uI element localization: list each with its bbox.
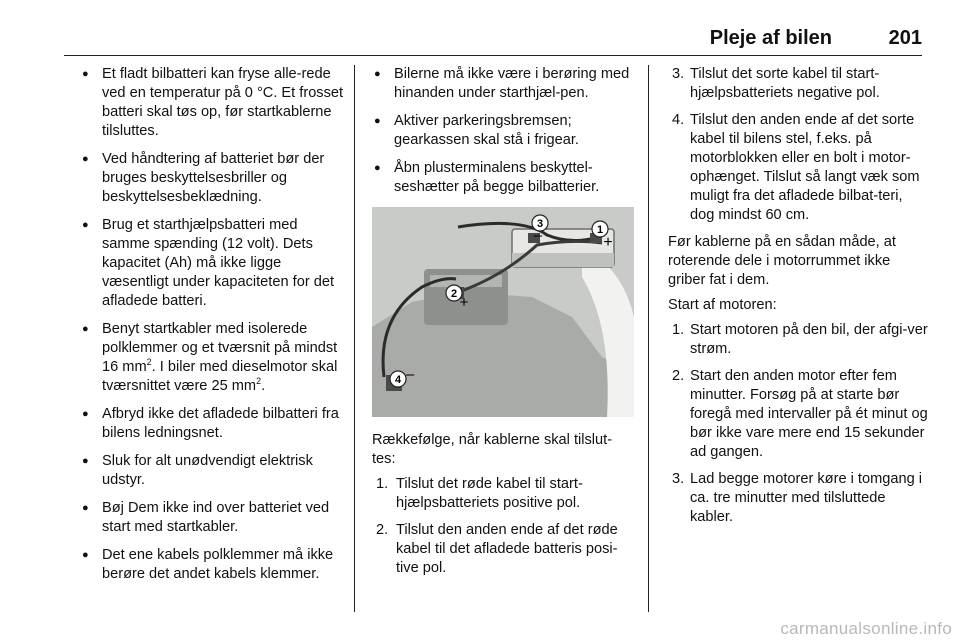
- step-text: Start den anden motor efter fem minutter. Forsøg på at starte bør foregå med intervaller på ét minut og bør ikke vare mere end 15 sekunder ad gangen.: [690, 368, 928, 460]
- engine-start-steps: [668, 321, 928, 527]
- donor-minus-sign: –: [533, 227, 543, 244]
- step-number: 3.: [672, 66, 685, 82]
- list-item: [668, 470, 928, 527]
- superscript: 2: [146, 357, 152, 368]
- step-text: Lad begge motorer køre i tomgang i ca. tre minutter med tilsluttede kabler.: [690, 471, 923, 525]
- cable-text-a: Benyt startkabler med isolerede polklemmer og et tværsnit på mindst 16 mm: [102, 321, 338, 375]
- callout-4-label: 4: [394, 374, 402, 386]
- step-text: Tilslut den anden ende af det sorte kabel til bilens stel, f.eks. på motorblokken eller en bolt i motor-ophænget. Tilslut så langt væk som muligt fra det afladede bilbat-teri, dog mindst 60 cm.: [690, 112, 920, 223]
- step-text: Tilslut det røde kabel til start-hjælpsbatteriets positive pol.: [396, 476, 583, 511]
- page-number: 201: [888, 27, 922, 49]
- bullet-list-1: [80, 65, 348, 584]
- callout-3-label: 3: [536, 218, 544, 230]
- donor-plus-sign: +: [603, 234, 613, 251]
- step-number: 2.: [376, 522, 389, 538]
- list-item: ● Bøj Dem ikke ind over batteriet ved start med startkabler.: [80, 499, 348, 537]
- list-item: ● Et fladt bilbatteri kan fryse alle-rede ved en temperatur på 0 °C. Et frosset batteri skal tøs op, før startkablerne tilsluttes.: [80, 65, 348, 141]
- list-item: [668, 367, 928, 462]
- callout-2-label: 2: [450, 288, 458, 300]
- step-number: 2.: [672, 368, 685, 384]
- superscript: 2: [256, 376, 262, 387]
- cable-text-b: . I biler med dieselmotor skal tværsnittet være 25 mm: [102, 359, 338, 394]
- engine-bay-illustration: [372, 207, 634, 417]
- column-2: [372, 65, 634, 586]
- column-1: [80, 65, 348, 593]
- ground-minus-sign: –: [405, 366, 415, 383]
- callout-1-label: 1: [596, 224, 604, 236]
- cable-text-c: .: [261, 378, 266, 394]
- list-item: [668, 111, 928, 225]
- list-item: [372, 521, 634, 578]
- step-text: Tilslut det sorte kabel til start-hjælpsbatteriets negative pol.: [690, 66, 880, 101]
- list-item: ● Aktiver parkeringsbremsen; gearkassen skal stå i frigear.: [372, 112, 634, 150]
- list-item: [668, 65, 928, 103]
- battery-jump-start-figure: [372, 207, 634, 417]
- list-item: ● Sluk for alt unødvendigt elektrisk udstyr.: [80, 452, 348, 490]
- list-item: ● Det ene kabels polklemmer må ikke berøre det andet kabels klemmer.: [80, 546, 348, 584]
- figure-caption: Rækkefølge, når kablerne skal tilslut-tes:: [372, 432, 613, 467]
- list-item: ● Ved håndtering af batteriet bør der bruges beskyttelsesbriller og beskyttelsesbeklædning.: [80, 150, 348, 207]
- connection-steps-1: [372, 475, 634, 578]
- column-3: [668, 65, 928, 535]
- connection-steps-2: [668, 65, 928, 225]
- step-number: 3.: [672, 471, 685, 487]
- list-item: ● Afbryd ikke det afladede bilbatteri fra bilens ledningsnet.: [80, 405, 348, 443]
- column-separator-1: [354, 65, 355, 612]
- step-text: Start motoren på den bil, der afgi-ver strøm.: [690, 322, 928, 357]
- step-number: 4.: [672, 112, 685, 128]
- list-item: ● Bilerne må ikke være i berøring med hinanden under starthjæl-pen.: [372, 65, 634, 103]
- column-separator-2: [648, 65, 649, 612]
- engine-start-heading: Start af motoren:: [668, 297, 777, 313]
- cable-routing-note: Før kablerne på en sådan måde, at roterende dele i motorrummet ikke griber fat i dem.: [668, 234, 896, 288]
- step-number: 1.: [672, 322, 685, 338]
- list-item: [668, 321, 928, 359]
- step-number: 1.: [376, 476, 389, 492]
- battery-plus-sign: +: [459, 294, 469, 311]
- list-item: ● Brug et starthjælpsbatteri med samme spænding (12 volt). Dets kapacitet (Ah) må ikke ligge væsentligt under kapaciteten for det afladede batteri.: [80, 216, 348, 311]
- watermark: carmanualsonline.info: [780, 619, 952, 638]
- list-item: [372, 475, 634, 513]
- list-item: ● Åbn plusterminalens beskyttel-seshætter på begge bilbatterier.: [372, 159, 634, 197]
- bullet-list-2: [372, 65, 634, 197]
- page-title: Pleje af bilen: [709, 27, 832, 49]
- page-header: [0, 0, 960, 60]
- step-text: Tilslut den anden ende af det røde kabel til det afladede batteris posi-tive pol.: [396, 522, 618, 576]
- header-rule: [64, 55, 922, 56]
- list-item: [80, 320, 348, 396]
